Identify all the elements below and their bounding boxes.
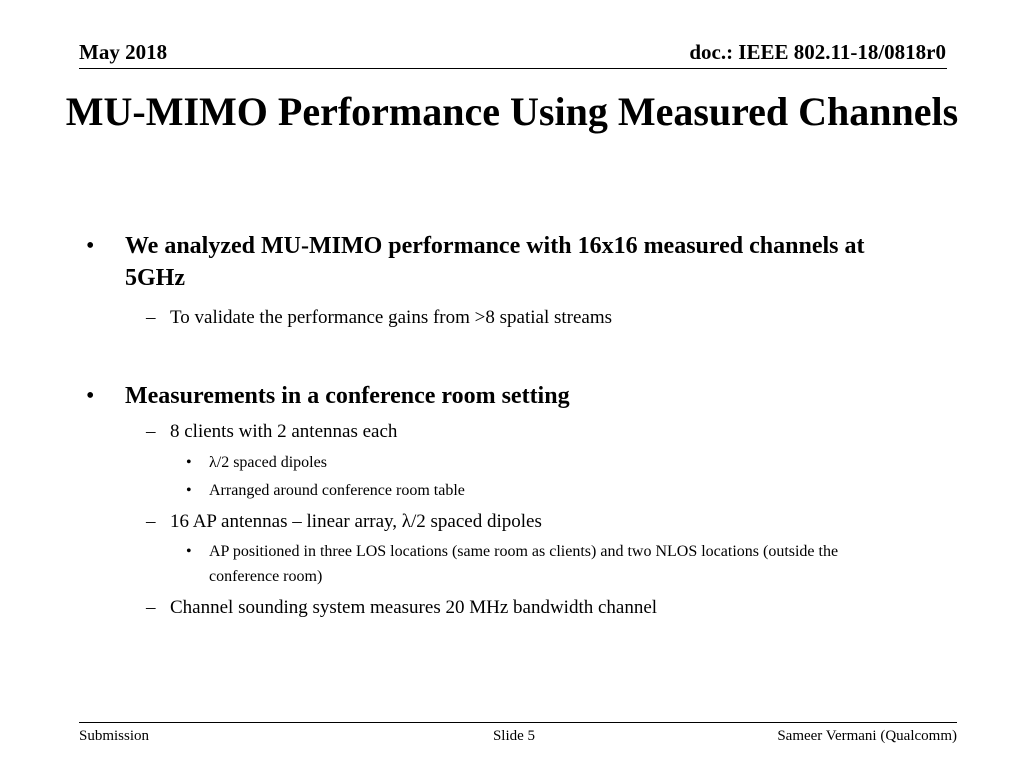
sub-sub-bullet-text: λ/2 spaced dipoles [209, 454, 327, 471]
sub-bullet-marker: – [146, 597, 156, 618]
header-doc-id: doc.: IEEE 802.11-18/0818r0 [689, 40, 946, 64]
bullet-text: We analyzed MU-MIMO performance with 16x16 measured channels at 5GHz [125, 233, 865, 291]
footer-slide-number: Slide 5 [492, 728, 536, 744]
sub-bullet-marker: – [146, 421, 156, 442]
header-divider [79, 68, 947, 69]
sub-bullet-text: To validate the performance gains from >8 spatial streams [170, 307, 613, 328]
sub-bullet-text: Channel sounding system measures 20 MHz bandwidth channel [170, 597, 658, 618]
sub-sub-bullet-marker: • [186, 454, 192, 471]
sub-sub-bullet-text: AP positioned in three LOS locations (same room as clients) and two NLOS locations (outside the conference room) [209, 543, 839, 585]
bullet-text: Measurements in a conference room setting [125, 383, 570, 409]
sub-sub-bullet-marker: • [186, 482, 192, 499]
footer-author: Sameer Vermani (Qualcomm) [777, 728, 957, 744]
bullet-marker: • [86, 383, 95, 409]
sub-bullet-text: 8 clients with 2 antennas each [170, 421, 398, 442]
sub-bullet-marker: – [146, 511, 156, 532]
footer-divider [79, 722, 957, 723]
footer-submission: Submission [79, 728, 150, 744]
sub-bullet-marker: – [146, 307, 156, 328]
slide-title: MU-MIMO Performance Using Measured Channels [65, 89, 959, 134]
sub-bullet-text: 16 AP antennas – linear array, λ/2 spaced dipoles [170, 511, 542, 532]
bullet-marker: • [86, 233, 95, 259]
sub-sub-bullet-text: Arranged around conference room table [209, 482, 465, 499]
sub-sub-bullet-marker: • [186, 543, 192, 560]
header-date: May 2018 [79, 40, 168, 64]
